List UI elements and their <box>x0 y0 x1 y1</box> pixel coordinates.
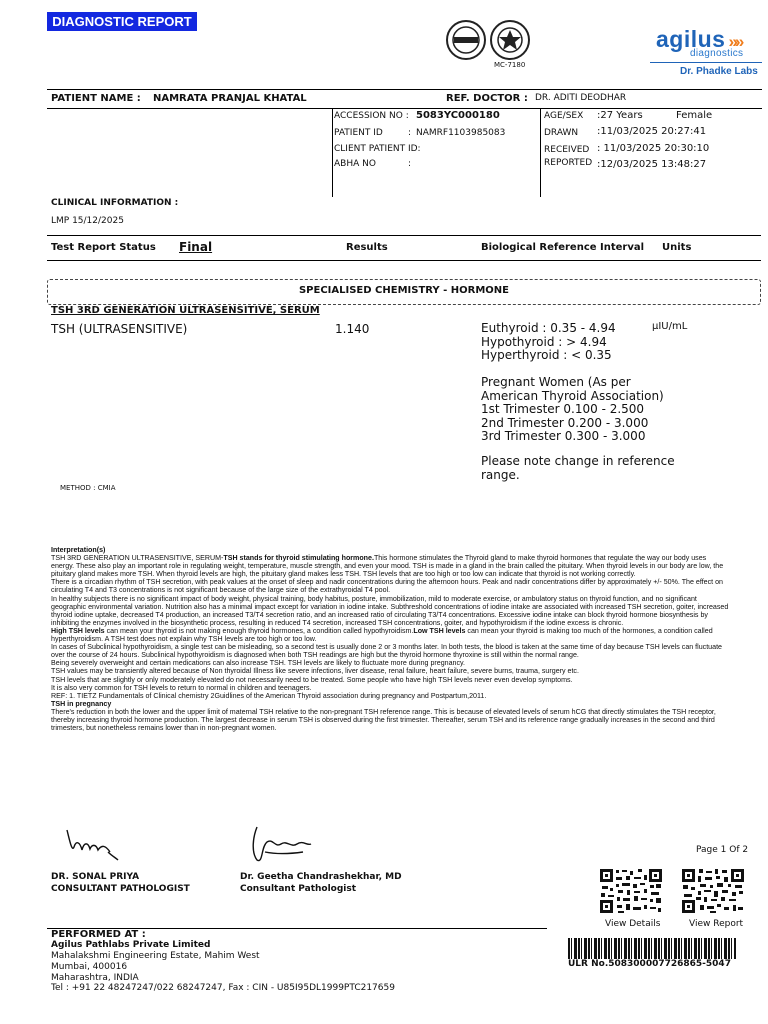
page-number: Page 1 Of 2 <box>696 845 749 855</box>
abha-label: ABHA NO <box>334 159 376 169</box>
patient-row-divider <box>47 108 762 109</box>
report-type-badge: DIAGNOSTIC REPORT <box>47 12 197 31</box>
logo-underline <box>650 62 762 63</box>
qr-view-report[interactable] <box>680 867 746 915</box>
doctor1-title: CONSULTANT PATHOLOGIST <box>51 884 190 894</box>
accession-number: 5083YC000180 <box>416 110 500 121</box>
signature-geetha <box>245 822 315 871</box>
report-status: Final <box>179 240 213 254</box>
ref-range-line: Euthyroid : 0.35 - 4.94 <box>481 321 616 335</box>
interp-paragraph: In healthy subjects there is no significant impact of body weight, physical training, body habitus, posture, immobilization, mild to moderate exercise, or ambulatory status on thyroid function, and no significant geographic environmental variation. Nutrition also has a minimal impact except for variation in iodine intake. Subthreshold concentrations of iodine intake are associated with increased TSH secretion, goiter, increased thyroid iodine uptake, decreased T4 production, an increased T3/T4 secretion ratio, and an increased ratio of circulating T3/T4 concentrations. Excessive iodine intake can block thyroid hormone biosynthesis by inhibiting the enzymes involved in the biosynthetic process, resulting in reduced T4 secretion, increased TSH concentrations, goiter, and hypothyroidism if the iodine excess is chronic. <box>51 594 729 627</box>
test-result: 1.140 <box>335 322 370 336</box>
ref-doctor: DR. ADITI DEODHAR <box>535 93 627 103</box>
view-report-link[interactable]: View Report <box>689 919 744 929</box>
range-change-note <box>481 455 701 482</box>
lab-address-line: Mahalakshmi Engineering Estate, Mahim West <box>51 951 260 961</box>
pregnancy-range-line: 1st Trimester 0.100 - 2.500 <box>481 402 645 416</box>
logo-text: agilus <box>656 26 726 52</box>
ref-range-line: Hypothyroid : > 4.94 <box>481 334 607 349</box>
test-unit: µIU/mL <box>652 321 688 332</box>
patient-id: NAMRF1103985083 <box>416 128 506 138</box>
interp-paragraph: TSH 3RD GENERATION ULTRASENSITIVE, SERUM-TSH stands for thyroid stimulating hormone.This hormone stimulates the Thyroid gland to make thyroid hormones that regulate the way our body uses energy. These also play an important role in regulating weight, temperature, muscle strength, and even your mood. TSH is made in a gland in the brain called the pituitary. When thyroid levels in our body are low, the pituitary gland makes more TSH. When thyroid levels are high, the pituitary gland makes less TSH. TSH levels that are too high or too low can indicate that thyroid is not working correctly. <box>51 554 724 579</box>
lab-contact: Tel : +91 22 48247247/022 68247247, Fax : CIN - U85I95DL1999PTC217659 <box>51 983 395 993</box>
ref-doctor-label: REF. DOCTOR : <box>446 93 528 104</box>
accreditation-seal-icon <box>446 20 486 60</box>
interpretation-block <box>51 546 729 732</box>
nabl-seal-icon <box>490 20 530 60</box>
pregnancy-range-line: American Thyroid Association) <box>481 388 664 403</box>
interp-paragraph: In cases of Subclinical hypothyroidism, a single test can be misleading, so a second test is usually done 2 or 3 months later. In both tests, the blood is taken at the same time of day because TSH levels can fluctuate over the course of 24 hours. Subclinical hypothyroidism is diagnosed when both TSH readings are high but the thyroid hormone thyroxine is still within the normal range. <box>51 643 722 660</box>
lab-name: Agilus Pathlabs Private Limited <box>51 940 211 950</box>
status-label: Test Report Status <box>51 242 156 253</box>
note-line: Please note change in reference <box>481 454 675 468</box>
doctor2-name: Dr. Geetha Chandrashekhar, MD <box>240 872 402 882</box>
interp-paragraph: High TSH levels can mean your thyroid is not making enough thyroid hormones, a condition called hypothyroidism.Low TSH levels can mean your thyroid is making too much of the hormones, a condition called hyperthyroidism. A TSH test does not explain why TSH levels are too high or too low. <box>51 626 713 644</box>
patient-name: NAMRATA PRANJAL KHATAL <box>153 93 307 104</box>
mc-number: MC-7180 <box>494 61 526 69</box>
chevrons-icon: »» <box>728 32 742 51</box>
qr-code-icon <box>598 867 664 915</box>
test-group-title: TSH 3RD GENERATION ULTRASENSITIVE, SERUM <box>51 305 320 316</box>
sex: Female <box>676 110 713 121</box>
ref-interval-header: Biological Reference Interval <box>481 242 645 253</box>
pregnancy-ranges <box>481 376 691 444</box>
lab-brand: Dr. Phadke Labs <box>680 66 758 77</box>
lmp-value: LMP 15/12/2025 <box>51 216 124 226</box>
barcode-icon <box>568 938 736 959</box>
patient-id-label: PATIENT ID <box>334 128 383 138</box>
accession-col-divider <box>332 108 333 197</box>
results-header: Results <box>346 242 388 253</box>
interpretation-heading: Interpretation(s) <box>51 546 106 554</box>
dates-col-divider <box>540 108 541 197</box>
interp-paragraph: TSH values may be transiently altered because of Non thyroidal Illness like severe infections, liver disease, renal failure, heart failure, severe burns, trauma, surgery etc. <box>51 667 579 676</box>
interp-paragraph: REF: 1. TIETZ Fundamentals of Clinical chemistry 2Guidlines of the American Thyroid association during pregnancy and Postpartum,2011. <box>51 691 487 700</box>
abha-colon: : <box>408 159 412 169</box>
pregnancy-range-line: 2nd Trimester 0.200 - 3.000 <box>481 415 649 430</box>
lab-address-line: Mumbai, 400016 <box>51 962 128 972</box>
interp-paragraph: Being severely overweight and certain medications can also increase TSH. TSH levels are likely to fluctuate more during pregnancy. <box>51 659 466 668</box>
doctor1-name: DR. SONAL PRIYA <box>51 872 140 882</box>
lab-address-line: Maharashtra, INDIA <box>51 973 139 983</box>
qr-view-details[interactable] <box>598 867 664 915</box>
reference-ranges <box>481 322 681 363</box>
drawn-datetime: :11/03/2025 20:27:41 <box>597 126 707 137</box>
age: :27 Years <box>597 110 643 121</box>
test-method: METHOD : CMIA <box>60 484 116 492</box>
accession-label: ACCESSION NO : <box>334 111 409 121</box>
interp-paragraph: There is a circadian rhythm of TSH secretion, with peak values at the onset of sleep and nadir concentrations during the afternoon hours. Peak and nadir concentrations differ by approximately +/- 50%. The effect on circulating T4 and T3 concentrations is not significant because of the large size of the extrathyroidal T4 pool. <box>51 578 723 595</box>
client-id-label: CLIENT PATIENT ID: <box>334 144 421 154</box>
units-header: Units <box>662 242 692 253</box>
reported-label: REPORTED <box>544 158 593 168</box>
pregnancy-range-line: Pregnant Women (As per <box>481 375 631 389</box>
test-name: TSH (ULTRASENSITIVE) <box>51 322 188 336</box>
patient-box-top <box>47 89 762 90</box>
accreditation-seals <box>444 18 536 72</box>
reported-datetime: :12/03/2025 13:48:27 <box>597 159 707 170</box>
patient-name-label: PATIENT NAME : <box>51 93 141 104</box>
performed-at-label: PERFORMED AT : <box>51 929 146 940</box>
pregnancy-range-line: 3rd Trimester 0.300 - 3.000 <box>481 429 646 443</box>
view-details-link[interactable]: View Details <box>605 919 661 929</box>
received-label: RECEIVED <box>544 145 590 155</box>
logo-subtitle: diagnostics <box>690 48 744 59</box>
pregnancy-heading: TSH in pregnancy <box>51 699 112 708</box>
interp-paragraph: There's reduction in both the lower and the upper limit of maternal TSH relative to the non-pregnant TSH reference range. This is because of elevated levels of serum hCG that directly stimulates the TSH receptor, thereby increasing thyroid hormone production. The largest decrease in serum TSH is observed during the first trimester. Thereafter, serum TSH and its reference range gradually increases in the second and third trimesters, but nonetheless remains lower than in non-pregnant women. <box>51 707 716 733</box>
interp-paragraph: TSH levels that are slightly or only moderately elevated do not necessarily need to be treated. Some people who have high TSH levels never even develop symptoms. <box>51 675 573 684</box>
signature-sonal-priya <box>62 822 122 866</box>
clinical-info-label: CLINICAL INFORMATION : <box>51 198 179 208</box>
section-title: SPECIALISED CHEMISTRY - HORMONE <box>298 285 510 296</box>
drawn-label: DRAWN <box>544 128 579 138</box>
received-datetime: : 11/03/2025 20:30:10 <box>597 143 710 154</box>
note-line: range. <box>481 467 520 482</box>
ref-range-line: Hyperthyroid : < 0.35 <box>481 348 612 362</box>
doctor2-title: Consultant Pathologist <box>240 884 357 894</box>
agesex-label: AGE/SEX <box>544 111 584 121</box>
ulr-number: ULR No.508300007726865-5047 <box>568 959 731 969</box>
interp-paragraph: It is also very common for TSH levels to return to normal in children and teenagers. <box>51 683 312 692</box>
patient-id-colon: : <box>408 128 412 138</box>
qr-code-icon <box>680 867 746 915</box>
